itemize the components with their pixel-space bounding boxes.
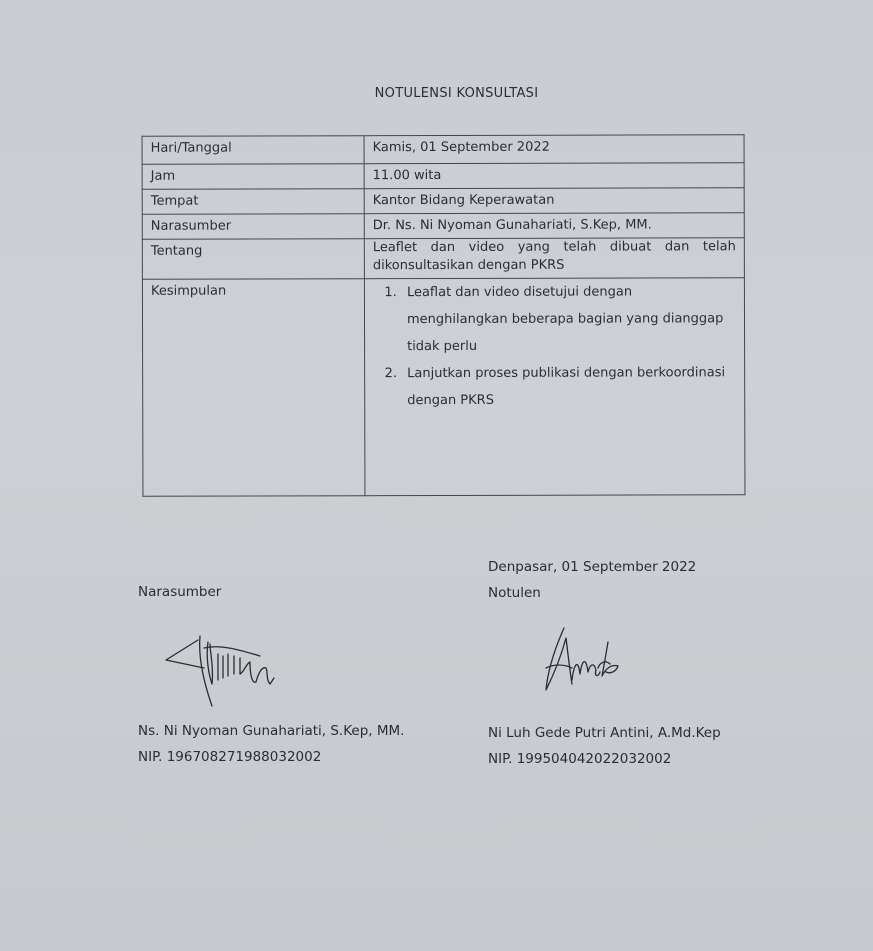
table-row [142,188,744,215]
table-row [142,135,744,165]
signer-role: Narasumber [138,584,222,600]
table-row [142,163,744,190]
row-label: Narasumber [142,214,364,240]
table-row [142,238,744,280]
signer-role: Notulen [488,585,541,601]
signature-right-image [538,624,628,700]
signer-name: Ni Luh Gede Putri Antini, A.Md.Kep [488,725,721,741]
signer-nip: NIP. 199504042022032002 [488,751,672,767]
signer-name: Ns. Ni Nyoman Gunahariati, S.Kep, MM. [138,723,405,739]
signature-left-image [160,628,285,710]
table-row [142,213,744,240]
row-label: Tentang [142,239,364,280]
document-title: NOTULENSI KONSULTASI [374,86,539,101]
row-label: Jam [142,164,364,190]
conclusion-cell [364,278,745,496]
row-value: Leaflet dan video yang telah dibuat dan telah dikonsultasikan dengan PKRS [364,238,744,279]
row-value: 11.00 wita [364,163,744,189]
table-row [142,278,745,497]
consultation-table [142,134,746,497]
row-value: Kantor Bidang Keperawatan [364,188,744,214]
list-item: 2. Lanjutkan proses publikasi dengan berkoordinasi dengan PKRS [401,359,736,414]
signer-nip: NIP. 196708271988032002 [138,749,322,765]
row-value: Dr. Ns. Ni Nyoman Gunahariati, S.Kep, MM. [364,213,744,239]
conclusion-list [373,278,736,414]
row-label: Kesimpulan [142,279,365,497]
place-date: Denpasar, 01 September 2022 [488,559,697,575]
row-label: Tempat [142,189,364,215]
list-item: 1. Leaflat dan video disetujui dengan menghilangkan beberapa bagian yang dianggap tidak perlu [401,278,736,360]
row-label: Hari/Tanggal [142,136,364,165]
row-value: Kamis, 01 September 2022 [364,135,744,164]
